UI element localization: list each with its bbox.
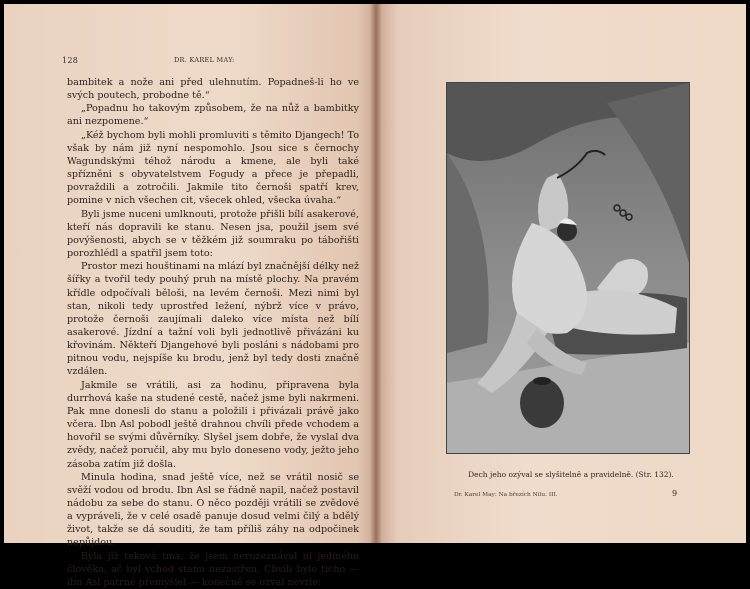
right-page [376, 4, 746, 543]
running-head: DR. KAREL MAY: [174, 56, 235, 64]
page-number: 128 [62, 56, 79, 65]
body-text [67, 76, 359, 589]
paragraph: „Popadnu ho takovým způsobem, že na nůž a bambitky ani nezpomene.“ [67, 103, 359, 128]
paragraph: „Kéž bychom byli mohli promluviti s těmito Djangech! To však by nám již nyní nespomohlo. Jsou sice s černochy Wagundskými téhož národu a kmene, ale byli také spřízněni s obyvatelstvem Fogudy a přece je přepadli, povraždili a zotročili. Jakmile tito černoši spatří krev, pomine v nich všechen cit, všecek ohled, všecka úvaha.“ [67, 129, 359, 207]
page-footer: Dr. Karel May: Na březích Nilu. III. [454, 492, 558, 498]
book-gutter [370, 4, 382, 543]
page-number: 9 [672, 489, 678, 498]
illustration-caption: Dech jeho ozýval se slyšitelně a pravidelně. (Str. 132). [468, 470, 674, 479]
engraving-image [447, 83, 689, 453]
paragraph: Byli jsme nuceni umlknouti, protože přišli bílí asakerové, kteří nás dopravili ke stanu. Nesen jsa, použil jsem své povýšenosti, abych se v těžkém již soumraku po tábořišti porozhlédl a spatřil jsem toto: [67, 208, 359, 260]
paragraph: Prostor mezi houštinami na mlází byl značnější délky než šířky a tvořil tedy pouhý pruh na místě plochy. Na pravém křídle odpočívali běloši, na levém černoši. Mezi nimi byl stan, nikoli tedy uprostřed ležení, nýbrž více v právo, protože černoši zaujímali daleko více místa než bílí asakerové. Jízdní a tažní voli byli jednotlivě přivázáni ku křovinám. Někteří Djangehové byli posláni s nádobami pro pitnou vodu, nejspíše ku brodu, jenž byl tedy dosti značně vzdálen. [67, 261, 360, 378]
paragraph: Minula hodina, snad ještě více, než se vrátil nosič se svěží vodou od brodu. Ibn Asl se řádně napil, načež postavil nádobu za sebe do stanu. O něco později vrátili se zvědové a vypráveli, že v celé osadě panuje dosud velmi čilý a bdělý život, takže se dá souditi, že tam příliš záhy na odpočinek nepůjdou. [67, 471, 359, 549]
paragraph: Jakmile se vrátili, asi za hodinu, připravena byla durrhová kaše na studené cestě, načež jsme byli nakrmeni. Pak mne donesli do stanu a položili i přivázali právě jako včera. Ibn Asl pobodl ještě drahnou chvíli přede vchodem a hovořil se svými důvěrníky. Slyšel jsem dobře, že vyslal dva zvědy, načež poručil, aby mu bylo doneseno vody, ježto jeho zásoba zatím již došla. [67, 379, 359, 470]
illustration [446, 82, 690, 454]
paragraph: Byla již taková tma, že jsem nerozeznával ni jediného člověka, ač byl vchod stanu nezastřen. Chvíli bylo ticho — ibn Asl patrně přemýšlel — konečně se ozval nevrle: [67, 550, 359, 588]
left-page [4, 4, 376, 588]
book-spread [4, 4, 746, 588]
paragraph: bambitek a nože ani před ulehnutím. Popadneš-li ho ve svých poutech, probodne tě.“ [67, 77, 359, 102]
